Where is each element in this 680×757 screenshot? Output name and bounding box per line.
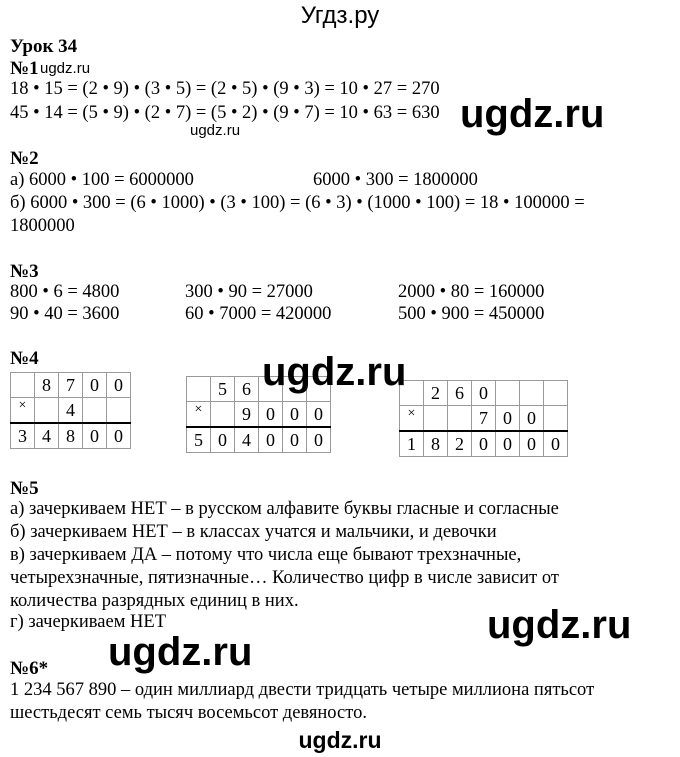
grid-cell (187, 377, 211, 402)
task1-line1: 18 • 15 = (2 • 9) • (3 • 5) = (2 • 5) • (9 • 3) = 10 • 27 = 270 (10, 79, 440, 99)
watermark: ugdz.ru (262, 350, 407, 394)
grid-cell: 8 (424, 431, 448, 457)
grid-cell: 0 (472, 381, 496, 406)
grid-cell: 0 (259, 402, 283, 428)
grid-cell (544, 406, 568, 432)
grid-cell (520, 381, 544, 406)
grid-cell: 0 (283, 427, 307, 453)
grid-cell: 2 (424, 381, 448, 406)
task3-label: №3 (10, 261, 39, 282)
grid-cell: 0 (520, 406, 544, 432)
multiply-sign: × (187, 402, 211, 428)
grid-cell: 1 (400, 431, 424, 457)
grid-cell: 3 (11, 423, 35, 449)
grid-cell: 0 (472, 431, 496, 457)
task3-col2-row2: 60 • 7000 = 420000 (185, 304, 332, 324)
grid-cell: 8 (59, 423, 83, 449)
watermark: ugdz.ru (460, 92, 605, 136)
task2-label: №2 (10, 148, 39, 169)
task5-a: а) зачеркиваем НЕТ – в русском алфавите буквы гласные и согласные (10, 499, 559, 519)
grid-cell (496, 381, 520, 406)
grid-cell: 0 (496, 431, 520, 457)
multiplication-grid-1 (10, 372, 131, 449)
grid-cell: 7 (472, 406, 496, 432)
lesson-title: Урок 34 (10, 36, 78, 57)
grid-cell: 0 (307, 427, 331, 453)
grid-cell: 0 (307, 402, 331, 428)
task1-label: №1 (10, 58, 39, 79)
grid-cell (448, 406, 472, 432)
task2-a-right: 6000 • 300 = 1800000 (313, 170, 478, 190)
multiply-sign: × (400, 406, 424, 432)
grid-cell: 4 (59, 398, 83, 424)
grid-cell: 0 (83, 373, 107, 398)
grid-cell: 0 (211, 427, 235, 453)
grid-cell: 8 (35, 373, 59, 398)
grid-cell (107, 398, 131, 424)
grid-cell: 0 (544, 431, 568, 457)
task5-g: г) зачеркиваем НЕТ (10, 612, 167, 632)
task5-v-line1: в) зачеркиваем ДА – потому что числа еще бывают трехзначные, (10, 545, 522, 565)
grid-cell: 0 (283, 402, 307, 428)
grid-cell: 6 (235, 377, 259, 402)
grid-cell: 9 (235, 402, 259, 428)
grid-cell (83, 398, 107, 424)
grid-cell: 0 (496, 406, 520, 432)
task6-label: №6* (10, 658, 49, 679)
site-title: Угдз.ру (300, 2, 380, 29)
task3-col3-row1: 2000 • 80 = 160000 (398, 282, 545, 302)
grid-cell (11, 373, 35, 398)
grid-cell (35, 398, 59, 424)
watermark-footer: ugdz.ru (298, 727, 382, 753)
grid-cell (211, 402, 235, 428)
task1-line2: 45 • 14 = (5 • 9) • (2 • 7) = (5 • 2) • (9 • 7) = 10 • 63 = 630 (10, 103, 440, 123)
watermark: ugdz.ru (108, 630, 253, 674)
task2-a-left: а) 6000 • 100 = 6000000 (10, 170, 194, 190)
task3-col1-row2: 90 • 40 = 3600 (10, 304, 120, 324)
grid-cell: 0 (107, 373, 131, 398)
grid-cell: 2 (448, 431, 472, 457)
task5-b: б) зачеркиваем НЕТ – в классах учатся и мальчики, и девочки (10, 522, 497, 542)
grid-cell (544, 381, 568, 406)
task5-v-line3: количества разрядных единиц в них. (10, 591, 299, 611)
task2-b-line2: 1800000 (10, 216, 75, 236)
grid-cell: 5 (211, 377, 235, 402)
grid-cell: 4 (35, 423, 59, 449)
task3-col1-row1: 800 • 6 = 4800 (10, 282, 120, 302)
grid-cell: 6 (448, 381, 472, 406)
task3-col3-row2: 500 • 900 = 450000 (398, 304, 545, 324)
grid-cell: 0 (259, 427, 283, 453)
grid-cell: 7 (59, 373, 83, 398)
task5-v-line2: четырехзначные, пятизначные… Количество цифр в числе зависит от (10, 568, 559, 588)
watermark-small: ugdz.ru (190, 122, 241, 139)
grid-cell: 4 (235, 427, 259, 453)
task5-label: №5 (10, 478, 39, 499)
multiplication-grid-3 (399, 380, 568, 457)
task3-col2-row1: 300 • 90 = 27000 (185, 282, 313, 302)
grid-cell: 5 (187, 427, 211, 453)
watermark: ugdz.ru (487, 603, 632, 647)
task6-line1: 1 234 567 890 – один миллиард двести тридцать четыре миллиона пятьсот (10, 680, 595, 700)
multiply-sign: × (11, 398, 35, 424)
task6-line2: шестьдесят семь тысяч восемьсот девяносто. (10, 703, 367, 723)
grid-cell: 0 (520, 431, 544, 457)
task4-label: №4 (10, 348, 39, 369)
grid-cell (424, 406, 448, 432)
watermark-small: ugdz.ru (40, 60, 91, 77)
grid-cell: 0 (107, 423, 131, 449)
grid-cell: 0 (83, 423, 107, 449)
task2-b-line1: б) 6000 • 300 = (6 • 1000) • (3 • 100) = (6 • 3) • (1000 • 100) = 18 • 100000 = (10, 193, 585, 213)
